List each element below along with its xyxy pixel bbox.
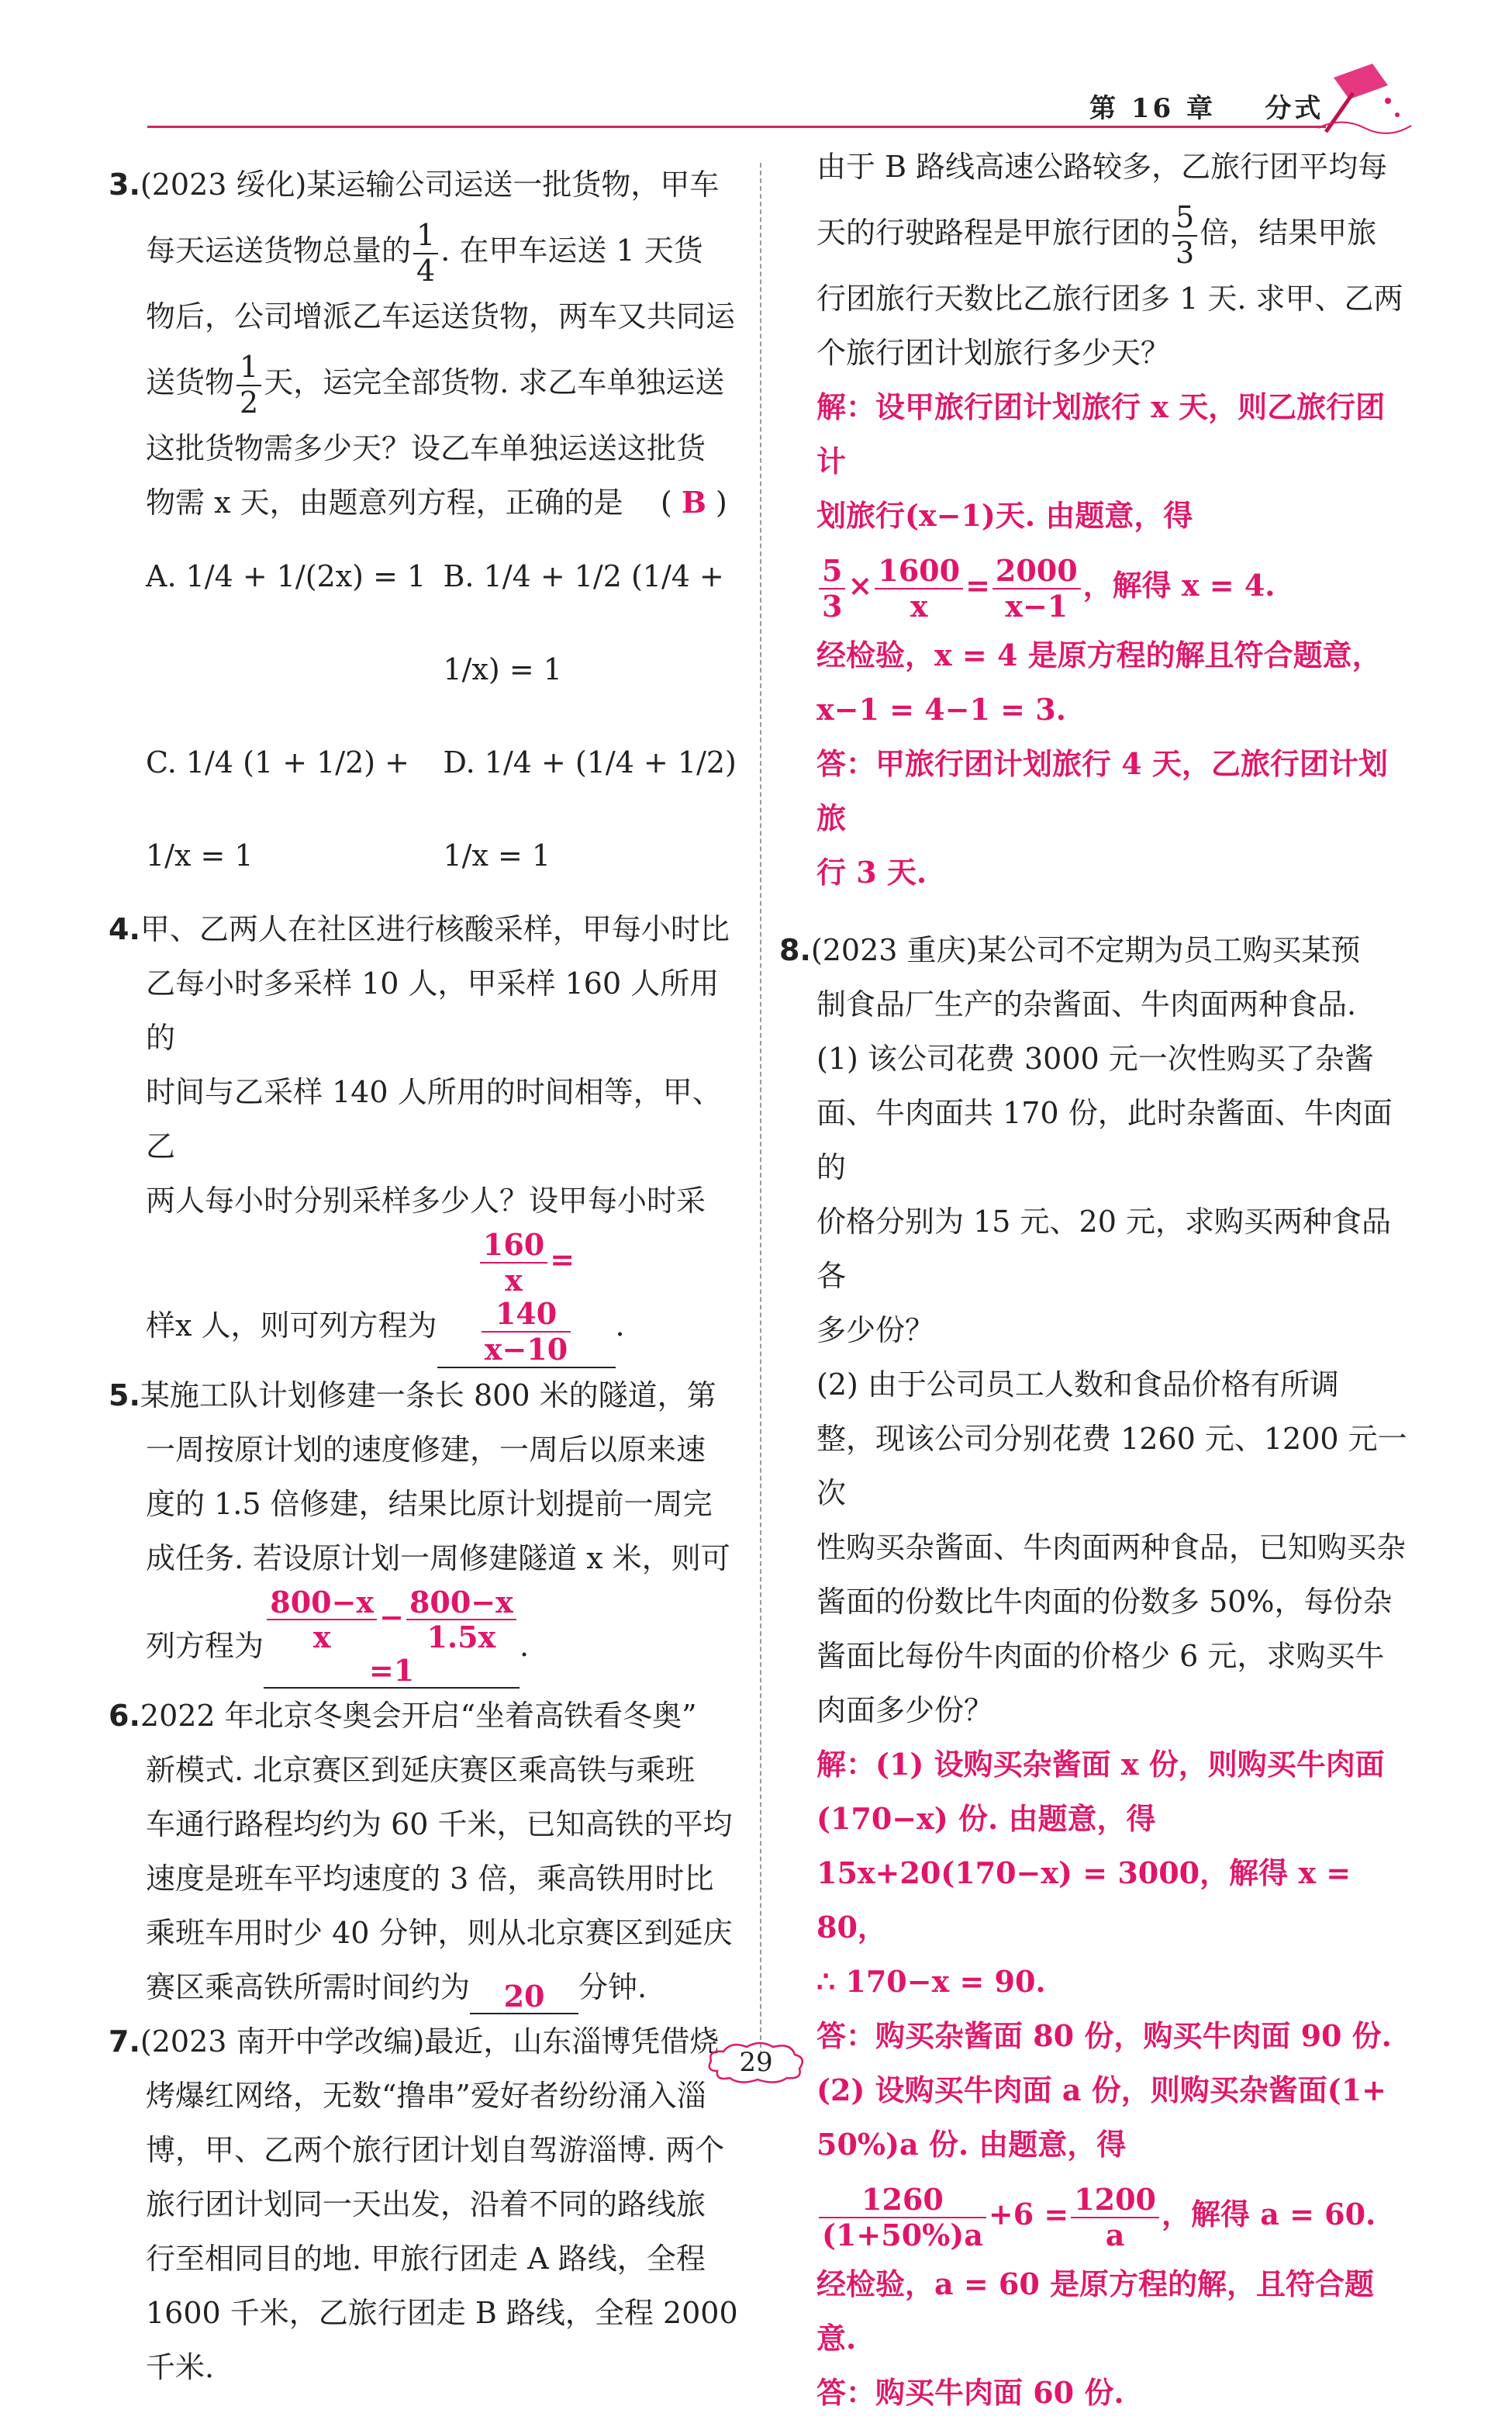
question-text: 样x 人，则可列方程为 xyxy=(146,1308,437,1343)
question-3: 3.(2023 绥化)某运输公司运送一批货物，甲车 每天运送货物总量的 $\frac{1}{4}$ . 在甲车运送 1 天货 物后，公司增派乙车运送货物，两车又共同运 送货物 $\frac{1}{2}$ 天，运完全部货物. 求乙车单独运送 这批货物需多少天？设乙车单独运送这批货 物需 x 天，由题意列方程，正确的是 ( B ) A. 1/4 + 1/(2x) = 1 B. 1/4 + 1/2 (1/4 + 1/x) = 1 C. 1/4 (1 + 1/2) + 1/x = 1 D. 1/4 + (1/4 + 1/2) 1/x = 1 xyxy=(109,157,740,902)
question-text: 成任务. 若设原计划一周修建隧道 x 米，则可 xyxy=(146,1540,730,1575)
question-text: 送货物 xyxy=(146,365,235,399)
header-rule xyxy=(147,126,1326,128)
page-number xyxy=(702,2036,810,2090)
question-text: 个旅行团计划旅行多少天？ xyxy=(816,336,1171,370)
solution-text: (170−x) 份. 由题意，得 xyxy=(816,1801,1156,1836)
question-7 xyxy=(109,2014,740,2394)
question-5: 5.某施工队计划修建一条长 800 米的隧道，第 一周按原计划的速度修建，一周后以原来速 度的 1.5 倍修建，结果比原计划提前一周完 成任务. 若设原计划一周修建隧道 x 米，则可 列方程为 $\frac{800-x}{x}$ − $\frac{800-x}{1.5x}$ =1. xyxy=(109,1368,740,1689)
question-6 xyxy=(109,1689,740,2014)
question-text: (2) 由于公司员工人数和食品价格有所调 xyxy=(816,1367,1339,1402)
right-column xyxy=(779,140,1411,2420)
question-text: 制食品厂生产的杂酱面、牛肉面两种食品. xyxy=(816,987,1357,1022)
solution-text: x−1 = 4−1 = 3. xyxy=(816,692,1066,727)
question-text: 每天运送货物总量的 xyxy=(146,233,412,268)
question-text: 价格分别为 15 元、20 元，求购买两种食品各 xyxy=(816,1205,1391,1293)
question-text: 最近，山东淄博凭借烧 xyxy=(424,2024,720,2059)
question-text: . 在甲车运送 1 天货 xyxy=(440,233,703,268)
question-text: 行至相同目的地. 甲旅行团走 A 路线，全程 xyxy=(146,2241,706,2276)
fraction: $\frac{1}{2}$ xyxy=(236,351,261,420)
question-text: 赛区乘高铁所需时间约为 xyxy=(146,1969,471,2004)
left-column xyxy=(109,157,740,2394)
option-c: C. 1/4 (1 + 1/2) + 1/x = 1 xyxy=(146,745,410,873)
solution-text: 15x+20(170−x) = 3000，解得 x = 80， xyxy=(816,1855,1351,1945)
question-number: 3. xyxy=(109,168,140,202)
question-text: 酱面比每份牛肉面的价格少 6 元，求购买牛 xyxy=(816,1639,1385,1673)
solution-text: 经检验，x = 4 是原方程的解且符合题意， xyxy=(816,638,1382,672)
question-text: 时间与乙采样 140 人所用的时间相等，甲、乙 xyxy=(146,1075,722,1163)
question-text: 行团旅行天数比乙旅行团多 1 天. 求甲、乙两 xyxy=(816,282,1403,316)
solution-text: 行 3 天. xyxy=(816,855,927,890)
question-text: 这批货物需多少天？设乙车单独运送这批货 xyxy=(146,431,706,465)
question-text: 车通行路程均约为 60 千米，已知高铁的平均 xyxy=(146,1806,733,1841)
question-text: 物后，公司增派乙车运送货物，两车又共同运 xyxy=(146,299,736,334)
answer-blank: $\frac{800-x}{x}$ − $\frac{800-x}{1.5x}$ =1 xyxy=(264,1585,520,1689)
question-text: 由于 B 路线高速公路较多，乙旅行团平均每 xyxy=(816,150,1388,184)
question-text: 某施工队计划修建一条长 800 米的隧道，第 xyxy=(140,1378,716,1412)
question-source: (2023 绥化) xyxy=(140,168,307,202)
question-number: 5. xyxy=(109,1378,140,1412)
option-a: A. 1/4 + 1/(2x) = 1 xyxy=(146,559,426,593)
option-b: B. 1/4 + 1/2 (1/4 + 1/x) = 1 xyxy=(443,559,724,686)
question-text: 某运输公司运送一批货物，甲车 xyxy=(306,168,720,202)
question-number: 4. xyxy=(109,912,140,946)
question-text: 天的行驶路程是甲旅行团的 xyxy=(816,216,1171,250)
question-text: 旅行团计划同一天出发，沿着不同的路线旅 xyxy=(146,2187,706,2221)
solution-text: 答：购买杂酱面 80 份，购买牛肉面 90 份. xyxy=(816,2018,1392,2053)
question-text: 乘班车用时少 40 分钟，则从北京赛区到延庆 xyxy=(146,1915,733,1950)
question-text: 物需 x 天，由题意列方程，正确的是 xyxy=(146,486,623,520)
chapter-subject: 分式 xyxy=(1265,93,1324,124)
question-text: 多少份？ xyxy=(816,1313,935,1347)
solution-text: 划旅行(x−1)天. 由题意，得 xyxy=(816,498,1193,533)
answer-blank: $\frac{160}{x}$ = $\frac{140}{x-10}$ xyxy=(437,1228,616,1368)
question-text: 一周按原计划的速度修建，一周后以原来速 xyxy=(146,1432,706,1467)
solution-text: 50%)a 份. 由题意，得 xyxy=(816,2127,1127,2162)
question-text: 酱面的份数比牛肉面的份数多 50%，每份杂 xyxy=(816,1585,1393,1619)
question-text: 整，现该公司分别花费 1260 元、1200 元一次 xyxy=(816,1422,1407,1510)
question-text: 新模式. 北京赛区到延庆赛区乘高铁与乘班 xyxy=(146,1752,696,1787)
question-number: 8. xyxy=(779,933,811,967)
answer-blank: 20 xyxy=(470,1980,578,2014)
question-text: (1) 该公司花费 3000 元一次性购买了杂酱 xyxy=(816,1042,1374,1076)
chapter-number: 第 16 章 xyxy=(1089,93,1216,124)
question-text: 性购买杂酱面、牛肉面两种食品，已知购买杂 xyxy=(816,1530,1407,1564)
solution-text: 经检验，a = 60 是原方程的解，且符合题意. xyxy=(816,2266,1375,2356)
question-4: 4.甲、乙两人在社区进行核酸采样，甲每小时比 乙每小时多采样 10 人，甲采样 160 人所用的 时间与乙采样 140 人所用的时间相等，甲、乙 两人每小时分别采样多少人？设甲每小时采 样x 人，则可列方程为 $\frac{160}{x}$ = $\frac{140}{x-10}$ . xyxy=(109,902,740,1368)
answer-choice: B xyxy=(681,485,706,520)
page-number-text: 29 xyxy=(739,2047,773,2078)
question-text: 两人每小时分别采样多少人？设甲每小时采 xyxy=(146,1184,706,1218)
fraction: $\frac{1}{4}$ xyxy=(413,219,438,288)
solution-text: 答：购买牛肉面 60 份. xyxy=(816,2375,1124,2410)
solution-text: 解：(1) 设购买杂酱面 x 份，则购买牛肉面 xyxy=(816,1747,1385,1782)
question-text: 列方程为 xyxy=(146,1628,264,1663)
solution-text: ∴ 170−x = 90. xyxy=(816,1964,1046,1999)
question-7-continued xyxy=(779,140,1411,900)
pen-hat-decoration-icon xyxy=(1310,54,1419,140)
question-text: 分钟. xyxy=(578,1969,647,2004)
question-text: 乙每小时多采样 10 人，甲采样 160 人所用的 xyxy=(146,966,720,1055)
question-source: (2023 南开中学改编) xyxy=(140,2024,425,2059)
option-d: D. 1/4 + (1/4 + 1/2) 1/x = 1 xyxy=(443,745,737,873)
question-text: 博，甲、乙两个旅行团计划自驾游淄博. 两个 xyxy=(146,2132,725,2167)
fraction: $\frac{5}{3}$ xyxy=(1172,201,1197,270)
question-text: 天，运完全部货物. 求乙车单独运送 xyxy=(264,365,725,399)
solution-text: (2) 设购买牛肉面 a 份，则购买杂酱面(1+ xyxy=(816,2073,1386,2107)
question-text: 面、牛肉面共 170 份，此时杂酱面、牛肉面的 xyxy=(816,1096,1393,1184)
chapter-header xyxy=(1089,87,1324,125)
question-text: 度的 1.5 倍修建，结果比原计划提前一周完 xyxy=(146,1486,713,1521)
question-text: 某公司不定期为员工购买某预 xyxy=(977,933,1361,967)
question-text: 1600 千米，乙旅行团走 B 路线，全程 2000 千米. xyxy=(146,2295,738,2384)
solution-equation: $\frac{5}{3}$ × $\frac{1600}{x}$ = $\frac{2000}{x-1}$ ，解得 x = 4. xyxy=(779,543,1411,628)
question-8 xyxy=(779,923,1411,2420)
question-number: 7. xyxy=(109,2024,140,2059)
column-divider xyxy=(760,163,761,2055)
question-source: (2023 重庆) xyxy=(810,933,978,967)
question-text: 甲、乙两人在社区进行核酸采样，甲每小时比 xyxy=(140,912,730,946)
question-text: 烤爆红网络，无数“撸串”爱好者纷纷涌入淄 xyxy=(146,2078,706,2113)
question-text: 肉面多少份？ xyxy=(816,1693,994,1727)
solution-text: 答：甲旅行团计划旅行 4 天，乙旅行团计划旅 xyxy=(816,746,1388,835)
solution-equation: $\frac{1260}{(1+50\%)a}$ +6 = $\frac{1200}{a}$ ，解得 a = 60. xyxy=(779,2172,1411,2257)
question-number: 6. xyxy=(109,1698,140,1733)
question-text: 2022 年北京冬奥会开启“坐着高铁看冬奥” xyxy=(140,1698,697,1733)
question-text: 倍，结果甲旅 xyxy=(1200,216,1377,250)
solution-text: 解：设甲旅行团计划旅行 x 天，则乙旅行团计 xyxy=(816,389,1386,479)
question-text: 速度是班车平均速度的 3 倍，乘高铁用时比 xyxy=(146,1861,714,1896)
